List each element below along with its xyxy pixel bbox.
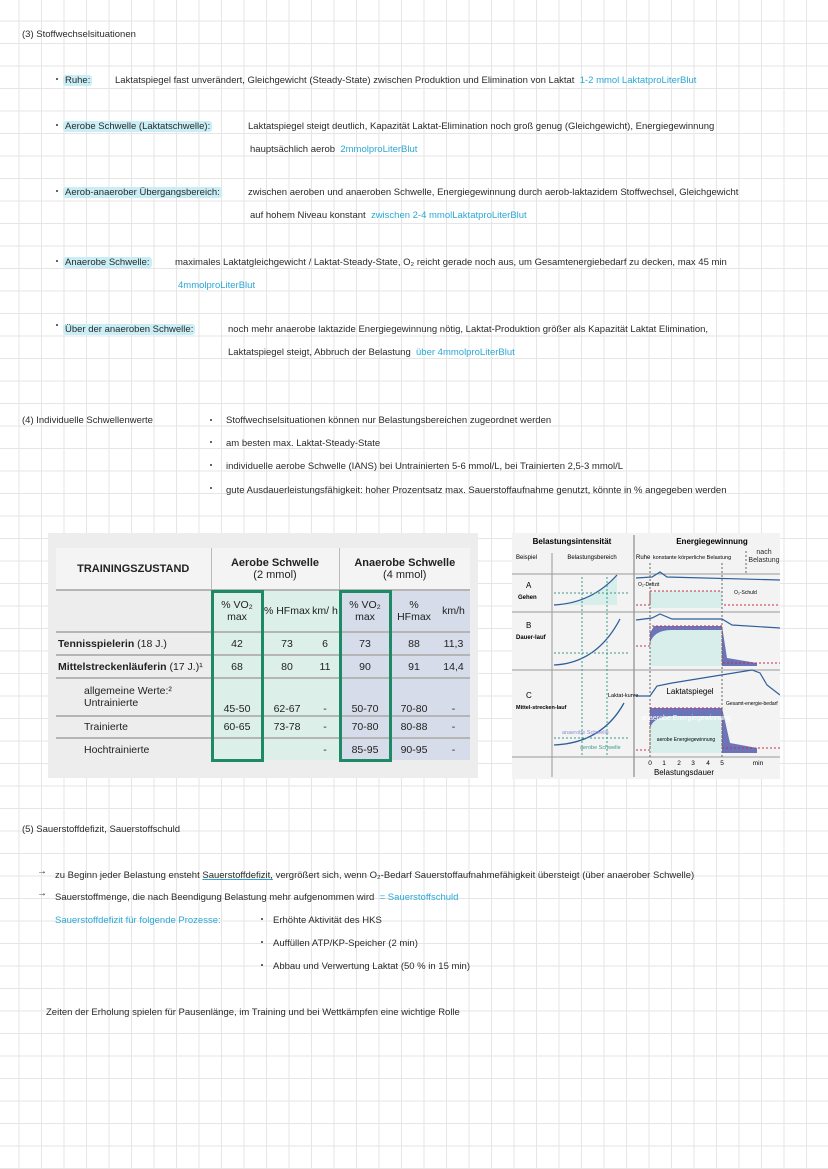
row-b-name: Dauer-lauf (516, 635, 546, 641)
cell: 62-67 (263, 678, 311, 716)
tick: 3 (691, 760, 695, 767)
tick: 5 (720, 760, 724, 767)
cell: 73 (339, 632, 391, 655)
bullet (210, 441, 212, 443)
bullet (210, 419, 212, 421)
cell: 60-65 (211, 716, 263, 738)
process-item: Auffüllen ATP/KP-Speicher (2 min) (273, 938, 418, 949)
anaerobe-name: Anaerobe Schwelle (354, 556, 456, 569)
cell: 80 (263, 655, 311, 678)
cell: - (311, 678, 339, 716)
aerobe-area-a (650, 591, 722, 608)
aerobe-text-line1: Laktatspiegel steigt deutlich, Kapazität Laktat-Elimination noch groß genug (Gleichgewicht), Energiegewinnung (248, 121, 715, 132)
cell (263, 738, 311, 760)
ruhe-text (115, 75, 696, 87)
header-aerobe (211, 548, 339, 590)
cell: 14,4 (437, 655, 470, 678)
term-ruhe: Ruhe: (65, 75, 91, 86)
col-header: % VO₂ max (211, 590, 263, 632)
section-4-bullet: am besten max. Laktat-Steady-State (226, 438, 381, 449)
cell: 70-80 (339, 716, 391, 738)
anaerobe-sub: (4 mmol) (383, 568, 427, 581)
col-header: % VO₂ max (339, 590, 391, 632)
bullet (210, 464, 212, 466)
col-nach-belastung: nach Belastung (748, 549, 780, 564)
col-konstant: konstante körperliche Belastung (652, 555, 732, 561)
tick: 2 (677, 760, 681, 767)
line: auf hohem Niveau konstant (250, 210, 366, 221)
cell: 50-70 (339, 678, 391, 716)
aerobe-schwelle-label: aerobe Schwelle (580, 745, 621, 751)
col-header: % HFmax (263, 590, 311, 632)
aerobe-area-b (650, 630, 722, 666)
bullet (261, 918, 263, 920)
row-c-letter: C (526, 691, 532, 700)
cell: 90 (339, 655, 391, 678)
bullet (56, 190, 58, 192)
row-label (56, 655, 211, 678)
cell: 88 (391, 632, 437, 655)
text: Sauerstoffmenge, die nach Beendigung Belastung mehr aufgenommen wird (55, 892, 375, 903)
col-header: % HFmax (391, 590, 437, 632)
aerobe-value: 2mmolproLiterBlut (340, 144, 418, 155)
tick: min (752, 760, 764, 767)
cell: - (437, 738, 470, 760)
name: Untrainierte (84, 697, 139, 709)
section-4-heading: (4) Individuelle Schwellenwerte (22, 415, 153, 426)
uebergang-value: zwischen 2-4 mmolLaktatproLiterBlut (370, 210, 527, 221)
threshold-table-image (48, 533, 478, 778)
gesamt-label: Gesamt-energie-bedarf (726, 701, 778, 707)
col-bereich: Belastungsbereich (567, 555, 617, 561)
header-trainingszustand: TRAININGSZUSTAND (56, 548, 211, 590)
process-item: Erhöhte Aktivität des HKS (273, 915, 382, 926)
blank (56, 590, 211, 632)
extra: (17 J.)¹ (169, 660, 203, 673)
cell: - (437, 678, 470, 716)
cell: 73-78 (263, 716, 311, 738)
term-anaerobe-schwelle: Anaerobe Schwelle: (65, 257, 150, 268)
cell: 6 (311, 632, 339, 655)
process-item: Abbau und Verwertung Laktat (50 % in 15 min) (273, 961, 470, 972)
highlight-anaerobe-vo2 (339, 590, 392, 762)
row-c-name: Mittel-strecken-lauf (516, 705, 567, 711)
schuld-value: = Sauerstoffschuld (379, 892, 459, 903)
laktatspiegel-label: Laktatspiegel (666, 687, 714, 696)
col-header: km/ h (311, 590, 339, 632)
bullet (56, 324, 58, 326)
o2-defizit-label: O₂-Defizit (638, 582, 660, 588)
laktatkurve-label: Laktat-kurve (608, 693, 639, 699)
cell: 70-80 (391, 678, 437, 716)
col-ruhe: Ruhe (636, 555, 651, 561)
col-header: km/h (437, 590, 470, 632)
uebergang-text-line2 (250, 210, 527, 222)
cell: - (311, 716, 339, 738)
cell: 90-95 (391, 738, 437, 760)
tick: 0 (648, 760, 652, 767)
cell: 80-88 (391, 716, 437, 738)
line: hauptsächlich aerob (250, 144, 336, 155)
cell: 68 (211, 655, 263, 678)
row-label: Hochtrainierte (56, 738, 211, 760)
left-title: Belastungsintensität (532, 537, 612, 546)
extra: (18 J.) (137, 637, 167, 650)
term-ueber-anaerobe: Über der anaeroben Schwelle: (65, 324, 194, 335)
text: zu Beginn jeder Belastung ensteht (55, 870, 200, 881)
general-label: allgemeine Werte:² (84, 685, 172, 697)
underlined-term: Sauerstoffdefizit, (202, 870, 273, 881)
energy-diagram (512, 533, 780, 779)
uebergang-text-line1: zwischen aeroben und anaeroben Schwelle, Energiegewinnung durch aerob-laktazidem Stoffwechsel, Gleichgewicht (248, 187, 739, 198)
row-b-letter: B (526, 621, 532, 630)
section-5-heading: (5) Sauerstoffdefizit, Sauerstoffschuld (22, 824, 181, 835)
highlight-aerobe-vo2 (211, 590, 264, 762)
row-label (56, 678, 211, 716)
bullet (56, 78, 58, 80)
cell: - (311, 738, 339, 760)
aerobe-name: Aerobe Schwelle (230, 556, 320, 569)
tick: 4 (706, 760, 710, 767)
cell: 11 (311, 655, 339, 678)
row-label: Trainierte (56, 716, 211, 738)
cell: 73 (263, 632, 311, 655)
name: Tennisspielerin (58, 637, 135, 650)
cell: 91 (391, 655, 437, 678)
row-label (56, 632, 211, 655)
header-anaerobe (339, 548, 470, 590)
anaerobe-text: maximales Laktatgleichgewicht / Laktat-Steady-State, O₂ reicht gerade noch aus, um Gesamtenergiebedarf zu decken, max 45 min (175, 257, 727, 268)
name: Mittelstreckenläuferin (58, 660, 167, 673)
cell: 42 (211, 632, 263, 655)
x-label: Belastungsdauer (653, 768, 715, 777)
row-a-name: Gehen (518, 595, 537, 601)
section-5-line2 (55, 892, 458, 904)
anaerobe-value: 4mmolproLiterBlut (178, 280, 256, 291)
cell: 45-50 (211, 678, 263, 716)
arrow-right-icon: → (37, 866, 47, 877)
col-beispiel: Beispiel (516, 555, 538, 561)
aerobe-text-line2 (250, 144, 417, 156)
tick: 1 (662, 760, 666, 767)
anaerobe-schwelle-label: anaerobe Schwelle (562, 730, 609, 736)
ueber-value: über 4mmolproLiterBlut (416, 347, 515, 358)
text: vergrößert sich, wenn O₂-Bedarf Sauerstoffaufnahmefähigkeit übersteigt (über anaerober Schwelle) (275, 870, 695, 881)
o2-schuld-label: O₂-Schuld (734, 590, 757, 596)
line: Laktatspiegel steigt, Abbruch der Belastung (228, 347, 411, 358)
section-3-heading: (3) Stoffwechselsituationen (22, 29, 136, 40)
term-uebergangsbereich: Aerob-anaerober Übergangsbereich: (65, 187, 220, 198)
ueber-text-line1: noch mehr anaerobe laktazide Energiegewinnung nötig, Laktat-Produktion größer als Kapazität Laktat Elimination, (228, 324, 709, 335)
bullet (261, 941, 263, 943)
arrow-right-icon: → (37, 888, 47, 899)
section-4-bullet: Stoffwechselsituationen können nur Belastungsbereichen zugeordnet werden (226, 415, 552, 426)
ruhe-value: 1-2 mmol LaktatproLiterBlut (579, 75, 697, 86)
section-4-bullet: individuelle aerobe Schwelle (IANS) bei Untrainierten 5-6 mmol/L, bei Trainierten 2,5-3 mmol/L (226, 461, 624, 472)
right-title: Energiegewinnung (676, 537, 748, 546)
aerobe-sub: (2 mmol) (253, 568, 297, 581)
line: Laktatspiegel fast unverändert, Gleichgewicht (Steady-State) zwischen Produktion und Elimination von Laktat (115, 75, 575, 86)
term-aerobe-schwelle: Aerobe Schwelle (Laktatschwelle): (65, 121, 211, 132)
bullet (56, 260, 58, 262)
closing-note: Zeiten der Erholung spielen für Pausenlänge, im Training und bei Wettkämpfen eine wichtige Rolle (46, 1007, 460, 1018)
bullet (261, 964, 263, 966)
section-5-line1 (55, 870, 694, 882)
processes-label: Sauerstoffdefizit für folgende Prozesse: (55, 915, 221, 926)
bullet (210, 487, 212, 489)
bullet (56, 124, 58, 126)
cell: 85-95 (339, 738, 391, 760)
ueber-text-line2 (228, 347, 515, 359)
cell: 11,3 (437, 632, 470, 655)
aerobe-energie-label: aerobe Energiegewinnung (656, 737, 716, 743)
anaerobe-energie-label: anaerobe Energiegewinnung (641, 715, 731, 722)
section-4-bullet: gute Ausdauerleistungsfähigkeit: hoher Prozentsatz max. Sauerstoffaufnahme genutzt, könnte in % angegeben werden (226, 485, 727, 496)
row-a-letter: A (526, 581, 532, 590)
cell: - (437, 716, 470, 738)
